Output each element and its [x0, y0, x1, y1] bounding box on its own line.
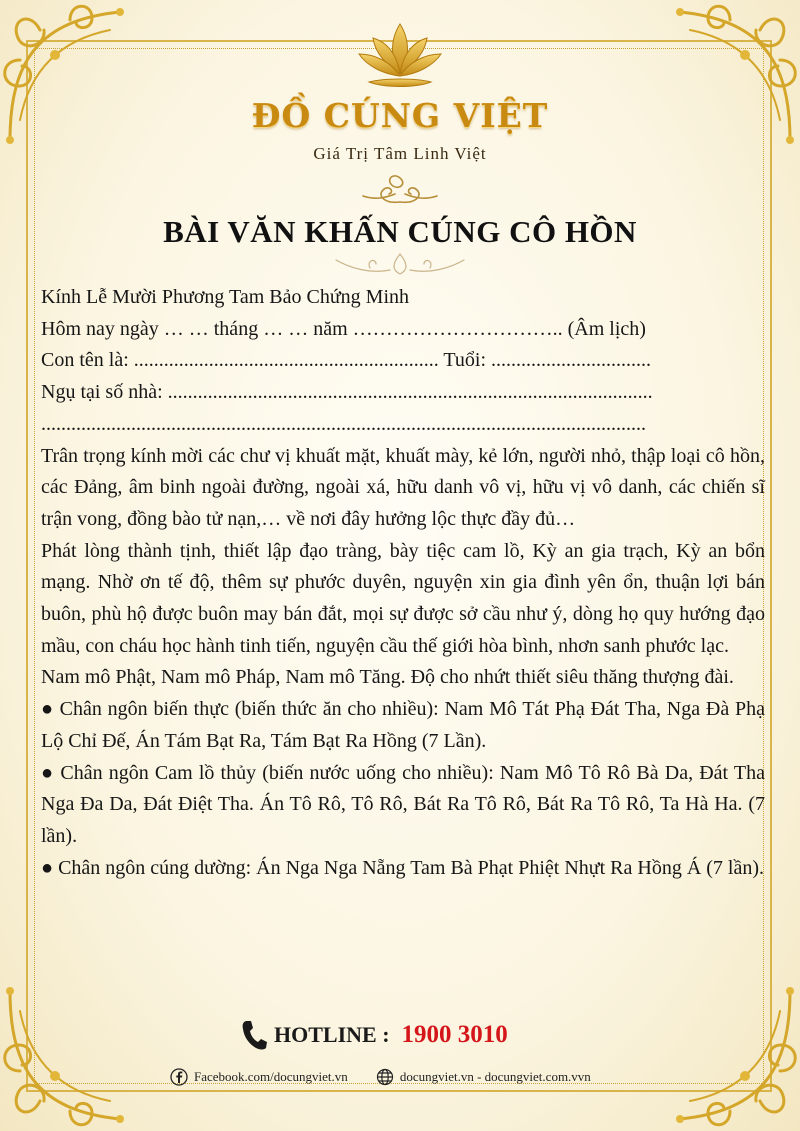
- brand-tagline: Giá Trị Tâm Linh Việt: [313, 144, 487, 163]
- greeting-line: Kính Lễ Mười Phương Tam Bảo Chứng Minh: [41, 286, 410, 308]
- prayer-paragraph: Phát lòng thành tịnh, thiết lập đạo tràng, bày tiệc cam lồ, Kỳ an gia trạch, Kỳ an bổn mạng. Nhờ ơn tế độ, thêm sự phước duyên, nguyện xin gia đình yên ổn, thuận lợi bán buôn, phù hộ được buôn may bán đắt, mọi sự được sở cầu như ý, dòng họ quy hướng đạo mầu, con cháu học hành tinh tiến, nguyện cầu thế giới hòa bình, nhơn sanh phước lạc.: [41, 539, 765, 657]
- corner-ornament-icon: [650, 981, 800, 1131]
- scroll-ornament-icon: [355, 170, 445, 210]
- document-body: [41, 282, 765, 884]
- brand-name: ĐỒ CÚNG VIỆT: [251, 96, 549, 135]
- invitation-paragraph: Trân trọng kính mời các chư vị khuất mặt, khuất mày, kẻ lớn, người nhỏ, thập loại cô hồn, các Đảng, âm binh ngoài đường, ngoài xá, hữu danh vô vị, hữu vị vô danh, các chiến sĩ trận vong, đồng bào tử nạn,… về nơi đây hưởng lộc thực đầy đủ…: [41, 444, 765, 530]
- phone-icon: [240, 1019, 268, 1051]
- facebook-link[interactable]: Facebook.com/docungviet.vn: [194, 1069, 348, 1084]
- hotline-number[interactable]: 1900 3010: [401, 1021, 508, 1048]
- hotline: [240, 1015, 508, 1055]
- lotus-icon: [355, 18, 445, 98]
- globe-icon: [376, 1068, 394, 1086]
- footer-contacts: [170, 1066, 591, 1088]
- hotline-label: HOTLINE :: [274, 1022, 390, 1047]
- document-title: BÀI VĂN KHẤN CÚNG CÔ HỒN: [163, 214, 637, 249]
- address-line: Ngụ tại số nhà: .................................................................................................: [41, 381, 653, 404]
- name-age-line: Con tên là: ............................................................. Tuổi: ................................: [41, 349, 652, 372]
- homage-paragraph: Nam mô Phật, Nam mô Pháp, Nam mô Tăng. Độ cho nhứt thiết siêu thăng thượng đài.: [41, 666, 734, 689]
- mantra-water-paragraph: ● Chân ngôn Cam lồ thủy (biến nước uống cho nhiều): Nam Mô Tô Rô Bà Da, Đát Tha Nga Đa Da, Đát Điệt Tha. Án Tô Rô, Tô Rô, Bát Ra Tô Rô, Bát Ra Tô Rô, Ta Hà Ha. (7 lần).: [41, 761, 765, 847]
- date-line: Hôm nay ngày … … tháng … … năm ………………………….. (Âm lịch): [41, 317, 646, 340]
- mantra-food-paragraph: ● Chân ngôn biến thực (biến thức ăn cho nhiều): Nam Mô Tát Phạ Đát Tha, Nga Đà Phạ Lộ Chỉ Đế, Án Tám Bạt Ra, Tám Bạt Ra Hồng (7 Lần).: [41, 698, 765, 752]
- facebook-icon: [170, 1068, 188, 1086]
- mantra-offering-paragraph: ● Chân ngôn cúng dường: Án Nga Nga Nẵng Tam Bà Phạt Phiệt Nhựt Ra Hồng Á (7 lần).: [41, 856, 765, 879]
- corner-ornament-icon: [0, 981, 150, 1131]
- address-continuation-line: .........................................................................................................................: [41, 412, 646, 435]
- website-links[interactable]: docungviet.vn - docungviet.com.vvn: [399, 1069, 591, 1084]
- divider-ornament-icon: [330, 250, 470, 276]
